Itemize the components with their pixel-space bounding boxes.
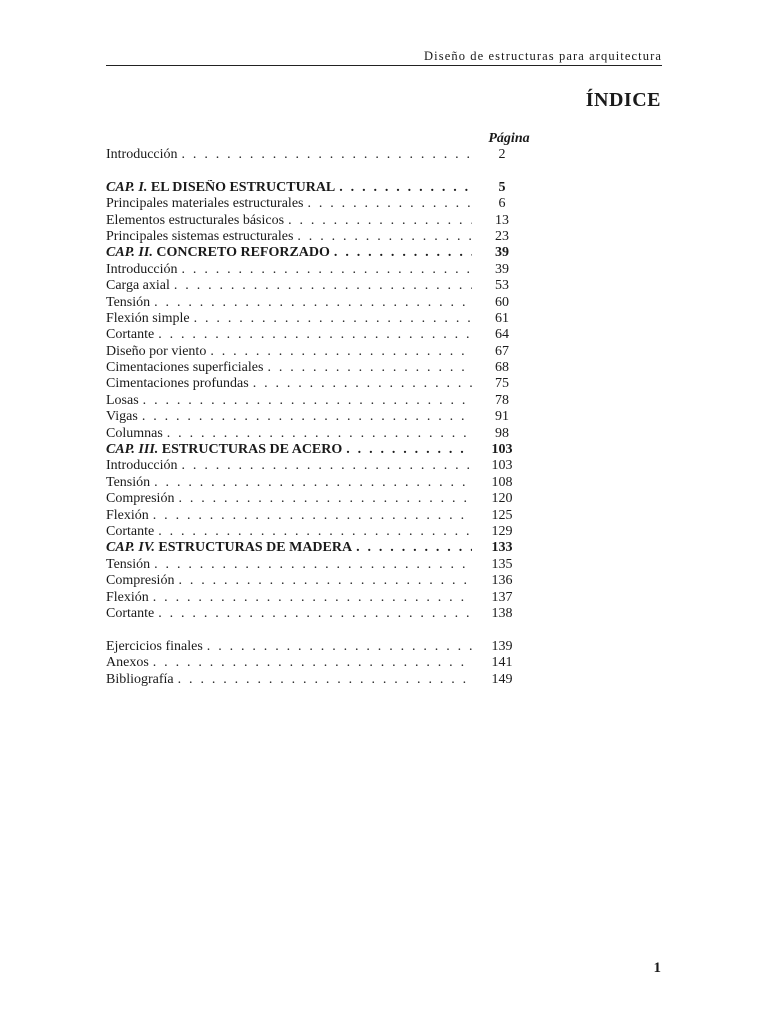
chapter-number: CAP. I. bbox=[106, 179, 148, 195]
toc-chapter-page: 5 bbox=[498, 179, 506, 195]
dot-leader bbox=[207, 639, 472, 655]
toc-entry bbox=[106, 376, 526, 392]
dot-leader bbox=[194, 311, 472, 327]
toc-entry-title: Carga axial bbox=[106, 278, 170, 294]
dot-leader bbox=[143, 393, 472, 409]
dot-leader bbox=[154, 475, 472, 491]
toc-entry bbox=[106, 491, 526, 507]
chapter-name: EL DISEÑO ESTRUCTURAL bbox=[147, 179, 336, 195]
chapter-name: CONCRETO REFORZADO bbox=[152, 245, 330, 261]
toc-entry-page: 137 bbox=[491, 589, 513, 605]
dot-leader bbox=[346, 442, 472, 458]
toc-entry-page: 39 bbox=[495, 261, 509, 277]
toc-entry bbox=[106, 327, 526, 343]
toc-entry bbox=[106, 360, 526, 376]
toc-entry-title: Losas bbox=[106, 392, 139, 408]
toc-entry-page: 64 bbox=[495, 327, 509, 343]
toc-entry bbox=[106, 393, 526, 409]
toc-entry-page: 98 bbox=[495, 425, 509, 441]
dot-leader bbox=[178, 573, 472, 589]
toc-entry-page: 120 bbox=[491, 491, 513, 507]
toc-entry-title: Bibliografía bbox=[106, 671, 174, 687]
toc-entry-title: Introducción bbox=[106, 261, 178, 277]
toc-entry-title: Principales materiales estructurales bbox=[106, 196, 304, 212]
toc-entry-page: 68 bbox=[495, 360, 509, 376]
toc-entry-page: 139 bbox=[491, 638, 513, 654]
dot-leader bbox=[210, 344, 472, 360]
toc-entry-page: 138 bbox=[491, 605, 513, 621]
dot-leader bbox=[178, 491, 472, 507]
dot-leader bbox=[178, 672, 472, 688]
toc-entry-title: Tensión bbox=[106, 556, 151, 572]
toc-entry-title: Elementos estructurales básicos bbox=[106, 212, 285, 228]
chapter-number: CAP. IV. bbox=[106, 540, 155, 556]
dot-leader bbox=[154, 557, 472, 573]
dot-leader bbox=[182, 458, 472, 474]
toc-entry-title: Cortante bbox=[106, 605, 155, 621]
dot-leader bbox=[182, 147, 472, 163]
toc-entry-page: 103 bbox=[491, 458, 513, 474]
toc-chapter-4 bbox=[106, 540, 526, 556]
toc-entry bbox=[106, 655, 526, 671]
toc-entry bbox=[106, 262, 526, 278]
toc-entry-title: Flexión simple bbox=[106, 310, 190, 326]
dot-leader bbox=[158, 524, 472, 540]
toc-entry-page: 23 bbox=[495, 228, 509, 244]
chapter-number: CAP. III. bbox=[106, 442, 159, 458]
toc-entry bbox=[106, 590, 526, 606]
toc-chapter-1 bbox=[106, 180, 526, 196]
chapter-name: ESTRUCTURAS DE ACERO bbox=[158, 442, 343, 458]
dot-leader bbox=[297, 229, 472, 245]
dot-leader bbox=[167, 426, 472, 442]
toc-entry bbox=[106, 524, 526, 540]
toc-entry-title: Compresión bbox=[106, 491, 175, 507]
toc-entry-page: 6 bbox=[498, 196, 506, 212]
toc-entry-page: 75 bbox=[495, 376, 509, 392]
toc-entry-title: Columnas bbox=[106, 425, 163, 441]
running-header: Diseño de estructuras para arquitectura bbox=[106, 48, 662, 66]
toc-chapter-3 bbox=[106, 442, 526, 458]
toc-entry-title: Tensión bbox=[106, 474, 151, 490]
toc-entry bbox=[106, 213, 526, 229]
dot-leader bbox=[182, 262, 472, 278]
toc-entry bbox=[106, 409, 526, 425]
toc-entry bbox=[106, 196, 526, 212]
toc-chapter-2 bbox=[106, 245, 526, 261]
toc-entry-title: Introducción bbox=[106, 458, 178, 474]
chapter-name: ESTRUCTURAS DE MADERA bbox=[154, 540, 353, 556]
toc-entry-page: 91 bbox=[495, 409, 509, 425]
toc-entry-title: Flexión bbox=[106, 507, 149, 523]
toc-entry-introduccion bbox=[106, 147, 526, 163]
toc-entry bbox=[106, 278, 526, 294]
dot-leader bbox=[158, 327, 472, 343]
toc-chapter-page: 103 bbox=[491, 442, 513, 458]
toc-chapter-title bbox=[106, 540, 352, 556]
toc-entry bbox=[106, 606, 526, 622]
dot-leader bbox=[253, 376, 472, 392]
chapter-number: CAP. II. bbox=[106, 245, 153, 261]
page-column-label: Página bbox=[488, 131, 530, 146]
toc-entry-page: 60 bbox=[495, 294, 509, 310]
toc-entry-title: Compresión bbox=[106, 573, 175, 589]
index-title: ÍNDICE bbox=[585, 89, 661, 111]
toc-entry-title: Cimentaciones profundas bbox=[106, 376, 249, 392]
dot-leader bbox=[307, 196, 472, 212]
toc-chapter-title bbox=[106, 442, 342, 458]
toc-entry-title: Cortante bbox=[106, 523, 155, 539]
toc-entry-page: 108 bbox=[491, 474, 513, 490]
dot-leader bbox=[153, 590, 472, 606]
toc-entry-title: Flexión bbox=[106, 589, 149, 605]
dot-leader bbox=[174, 278, 472, 294]
dot-leader bbox=[288, 213, 472, 229]
toc-entry-page: 125 bbox=[491, 507, 513, 523]
toc-entry bbox=[106, 639, 526, 655]
dot-leader bbox=[153, 655, 472, 671]
toc-entry bbox=[106, 557, 526, 573]
toc-entry bbox=[106, 295, 526, 311]
toc-chapter-title bbox=[106, 245, 330, 261]
toc-chapter-title bbox=[106, 180, 335, 196]
toc-entry-title: Ejercicios finales bbox=[106, 638, 203, 654]
dot-leader bbox=[153, 508, 472, 524]
dot-leader bbox=[334, 245, 472, 261]
toc-entry-title: Introducción bbox=[106, 147, 178, 162]
toc-entry bbox=[106, 458, 526, 474]
dot-leader bbox=[356, 540, 472, 556]
toc-entry-page: 135 bbox=[491, 556, 513, 572]
toc-entry-title: Vigas bbox=[106, 409, 138, 425]
toc-chapter-page: 133 bbox=[491, 540, 513, 556]
toc-entry bbox=[106, 426, 526, 442]
toc-entry-page: 136 bbox=[491, 573, 513, 589]
toc-chapter-page: 39 bbox=[495, 245, 509, 261]
table-of-contents bbox=[106, 147, 526, 688]
toc-entry-page: 61 bbox=[495, 310, 509, 326]
dot-leader bbox=[142, 409, 472, 425]
toc-entry-page: 129 bbox=[491, 523, 513, 539]
toc-entry-page: 13 bbox=[495, 212, 509, 228]
dot-leader bbox=[154, 295, 472, 311]
toc-entry-page: 141 bbox=[491, 655, 513, 671]
toc-entry-title: Anexos bbox=[106, 655, 149, 671]
toc-entry-title: Diseño por viento bbox=[106, 343, 207, 359]
toc-entry-title: Cimentaciones superficiales bbox=[106, 360, 264, 376]
toc-entry bbox=[106, 344, 526, 360]
toc-entry-title: Cortante bbox=[106, 327, 155, 343]
toc-entry-page: 67 bbox=[495, 343, 509, 359]
toc-entry-title: Principales sistemas estructurales bbox=[106, 228, 294, 244]
dot-leader bbox=[339, 180, 472, 196]
page-number: 1 bbox=[653, 960, 661, 976]
toc-entry bbox=[106, 508, 526, 524]
toc-entry bbox=[106, 311, 526, 327]
toc-entry-page: 2 bbox=[498, 147, 506, 162]
dot-leader bbox=[267, 360, 472, 376]
toc-entry-title: Tensión bbox=[106, 294, 151, 310]
toc-entry-page: 149 bbox=[491, 671, 513, 687]
toc-entry bbox=[106, 573, 526, 589]
toc-entry bbox=[106, 475, 526, 491]
toc-entry bbox=[106, 229, 526, 245]
toc-entry bbox=[106, 672, 526, 688]
dot-leader bbox=[158, 606, 472, 622]
toc-entry-page: 78 bbox=[495, 392, 509, 408]
toc-entry-page: 53 bbox=[495, 278, 509, 294]
